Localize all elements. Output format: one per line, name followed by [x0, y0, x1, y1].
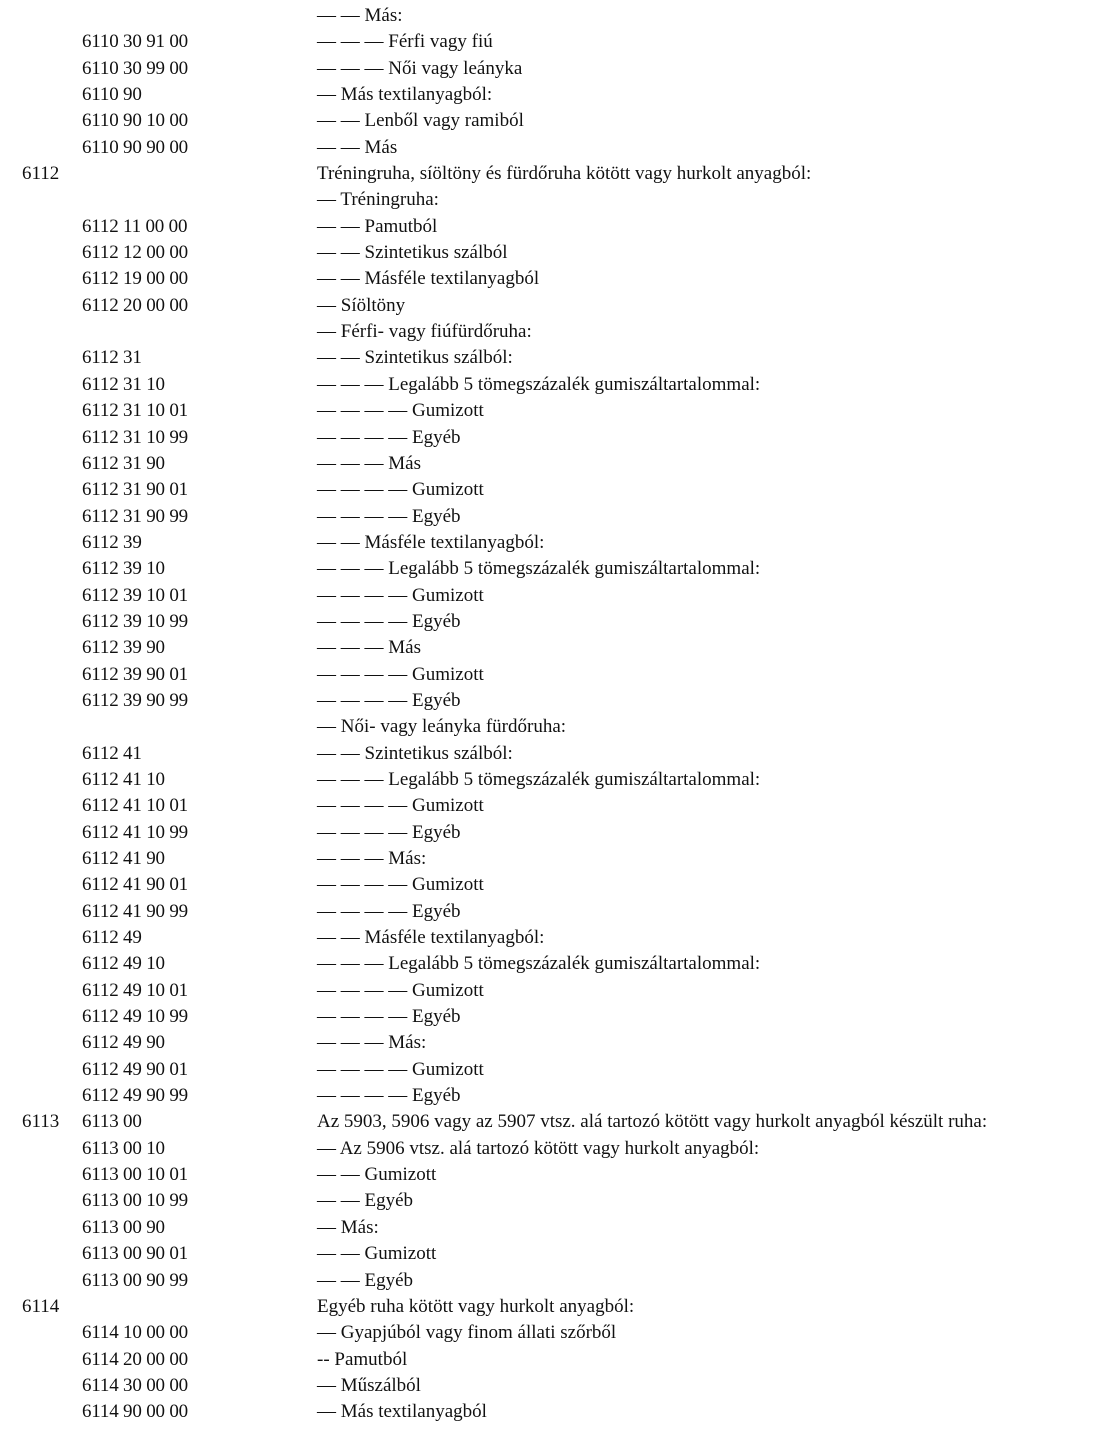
table-row [0, 1188, 1100, 1214]
tariff-code: 6112 31 10 [82, 373, 165, 395]
item-description: — — — — Egyéb [317, 610, 461, 632]
tariff-code: 6112 39 10 01 [82, 584, 188, 606]
item-description: — — — — Gumizott [317, 874, 484, 896]
table-row [0, 477, 1100, 503]
table-row [0, 504, 1100, 530]
tariff-code: 6112 39 10 99 [82, 610, 188, 632]
tariff-code: 6114 90 00 00 [82, 1401, 188, 1423]
item-description: — — Szintetikus szálból: [317, 347, 513, 369]
item-description: Az 5903, 5906 vagy az 5907 vtsz. alá tartozó kötött vagy hurkolt anyagból készült ruha: [317, 1111, 988, 1133]
item-description: Egyéb ruha kötött vagy hurkolt anyagból: [317, 1295, 635, 1317]
table-row [0, 29, 1100, 55]
tariff-code: 6112 49 10 [82, 953, 165, 975]
item-description: — — — Más: [317, 1032, 427, 1054]
table-row [0, 293, 1100, 319]
table-row [0, 609, 1100, 635]
table-row [0, 951, 1100, 977]
table-row [0, 1347, 1100, 1373]
item-description: — — Gumizott [317, 1243, 437, 1265]
table-row [0, 767, 1100, 793]
table-row [0, 1399, 1100, 1425]
table-row [0, 1268, 1100, 1294]
item-description: — — — — Gumizott [317, 979, 484, 1001]
item-description: — Az 5906 vtsz. alá tartozó kötött vagy hurkolt anyagból: [317, 1137, 760, 1159]
item-description: — — Más [317, 136, 398, 158]
table-row [0, 1083, 1100, 1109]
table-row [0, 161, 1100, 187]
tariff-code: 6112 41 10 01 [82, 795, 188, 817]
item-description: — — — — Gumizott [317, 400, 484, 422]
item-description: — — — — Gumizott [317, 795, 484, 817]
item-description: -- Pamutból [317, 1348, 408, 1370]
item-description: — — Egyéb [317, 1190, 414, 1212]
tariff-code: 6112 19 00 00 [82, 268, 188, 290]
heading-number: 6112 [22, 163, 60, 185]
tariff-code: 6112 49 10 01 [82, 979, 188, 1001]
tariff-code: 6112 31 10 01 [82, 400, 188, 422]
table-row [0, 635, 1100, 661]
table-row [0, 820, 1100, 846]
table-row [0, 1004, 1100, 1030]
item-description: — — — — Egyéb [317, 1006, 461, 1028]
table-row [0, 56, 1100, 82]
tariff-code: 6110 90 90 00 [82, 136, 188, 158]
tariff-code: 6113 00 10 [82, 1137, 165, 1159]
table-row [0, 345, 1100, 371]
item-description: — Más: [317, 1216, 379, 1238]
table-row [0, 214, 1100, 240]
table-row [0, 1215, 1100, 1241]
tariff-code: 6114 30 00 00 [82, 1374, 188, 1396]
item-description: — — — Legalább 5 tömegszázalék gumiszáltartalommal: [317, 953, 761, 975]
tariff-code: 6112 12 00 00 [82, 242, 188, 264]
heading-number: 6113 [22, 1111, 60, 1133]
table-row [0, 714, 1100, 740]
tariff-code: 6112 49 [82, 927, 142, 949]
item-description: — — — — Egyéb [317, 900, 461, 922]
table-row [0, 1136, 1100, 1162]
table-row [0, 925, 1100, 951]
item-description: — — — — Egyéb [317, 1085, 461, 1107]
tariff-code: 6112 39 [82, 531, 142, 553]
table-row [0, 1241, 1100, 1267]
item-description: — — — Férfi vagy fiú [317, 31, 493, 53]
item-description: — — Egyéb [317, 1269, 414, 1291]
tariff-code: 6112 41 90 01 [82, 874, 188, 896]
table-row [0, 82, 1100, 108]
item-description: — — — — Egyéb [317, 821, 461, 843]
item-description: — Tréningruha: [317, 189, 439, 211]
item-description: — — — — Gumizott [317, 584, 484, 606]
item-description: — — — — Egyéb [317, 505, 461, 527]
tariff-code: 6112 49 10 99 [82, 1006, 188, 1028]
table-row [0, 872, 1100, 898]
tariff-code: 6112 11 00 00 [82, 215, 188, 237]
item-description: — — — Más [317, 452, 421, 474]
tariff-code-table [0, 3, 1100, 1426]
tariff-code: 6112 31 10 99 [82, 426, 188, 448]
tariff-code: 6114 20 00 00 [82, 1348, 188, 1370]
table-row [0, 266, 1100, 292]
tariff-code: 6110 30 99 00 [82, 57, 188, 79]
table-row [0, 1320, 1100, 1346]
table-row [0, 899, 1100, 925]
item-description: — — — — Gumizott [317, 479, 484, 501]
tariff-code: 6110 90 [82, 84, 142, 106]
table-row [0, 556, 1100, 582]
item-description: — Gyapjúból vagy finom állati szőrből [317, 1322, 617, 1344]
item-description: — — — Legalább 5 tömegszázalék gumiszáltartalommal: [317, 373, 761, 395]
tariff-code: 6112 41 90 [82, 848, 165, 869]
table-row [0, 451, 1100, 477]
table-row [0, 793, 1100, 819]
item-description: — — Másféle textilanyagból [317, 268, 540, 290]
tariff-code: 6110 30 91 00 [82, 31, 188, 53]
table-row [0, 583, 1100, 609]
tariff-code: 6113 00 [82, 1111, 142, 1133]
item-description: — — — Más [317, 637, 421, 659]
tariff-code: 6112 39 10 [82, 558, 165, 580]
item-description: — — — Női vagy leányka [317, 57, 523, 79]
item-description: — Más textilanyagból [317, 1401, 487, 1423]
tariff-code: 6112 20 00 00 [82, 294, 188, 316]
item-description: — Műszálból [317, 1374, 421, 1396]
item-description: — — — — Egyéb [317, 426, 461, 448]
table-row [0, 1162, 1100, 1188]
table-row [0, 1109, 1100, 1135]
table-row [0, 372, 1100, 398]
table-row [0, 425, 1100, 451]
item-description: — — Gumizott [317, 1164, 437, 1186]
tariff-code: 6112 31 90 99 [82, 505, 188, 527]
tariff-code: 6112 41 10 [82, 768, 165, 790]
item-description: — — — — Egyéb [317, 689, 461, 711]
item-description: Tréningruha, síöltöny és fürdőruha kötött vagy hurkolt anyagból: [317, 163, 812, 185]
tariff-code: 6112 49 90 99 [82, 1085, 188, 1107]
item-description: — — — Legalább 5 tömegszázalék gumiszáltartalommal: [317, 768, 761, 790]
item-description: — Más textilanyagból: [317, 84, 493, 106]
item-description: — — Lenből vagy ramiból [317, 110, 524, 132]
tariff-code: 6113 00 10 01 [82, 1164, 188, 1186]
table-row [0, 108, 1100, 134]
tariff-code: 6112 39 90 [82, 637, 165, 659]
item-description: — — Másféle textilanyagból: [317, 531, 545, 553]
tariff-code: 6113 00 90 99 [82, 1269, 188, 1291]
item-description: — — Szintetikus szálból [317, 242, 508, 264]
item-description: — — Másféle textilanyagból: [317, 927, 545, 949]
table-row [0, 1057, 1100, 1083]
tariff-code: 6112 49 90 01 [82, 1058, 188, 1080]
table-row [0, 3, 1100, 29]
tariff-code: 6113 00 90 01 [82, 1243, 188, 1265]
tariff-code: 6112 31 [82, 347, 142, 369]
item-description: — — — Legalább 5 tömegszázalék gumiszáltartalommal: [317, 558, 761, 580]
tariff-code: 6114 10 00 00 [82, 1322, 188, 1344]
table-row [0, 319, 1100, 345]
table-row [0, 240, 1100, 266]
table-row [0, 1030, 1100, 1056]
tariff-code: 6112 39 90 99 [82, 689, 188, 711]
table-row [0, 530, 1100, 556]
table-row [0, 398, 1100, 424]
table-row [0, 846, 1100, 872]
tariff-code: 6113 00 90 [82, 1216, 165, 1238]
table-row [0, 135, 1100, 161]
table-row [0, 741, 1100, 767]
tariff-code: 6112 41 10 99 [82, 821, 188, 843]
tariff-code: 6112 49 90 [82, 1032, 165, 1054]
table-row [0, 187, 1100, 213]
tariff-code: 6112 31 90 01 [82, 479, 188, 501]
tariff-code: 6113 00 10 99 [82, 1190, 188, 1212]
tariff-code: 6112 31 90 [82, 452, 165, 474]
table-row [0, 1294, 1100, 1320]
item-description: — — — — Gumizott [317, 663, 484, 685]
item-description: — — — Más: [317, 848, 427, 869]
item-description: — — — — Gumizott [317, 1058, 484, 1080]
item-description: — — Más: [317, 5, 403, 26]
item-description: — Női- vagy leányka fürdőruha: [317, 716, 567, 738]
item-description: — Síöltöny [317, 294, 406, 316]
table-row [0, 688, 1100, 714]
heading-number: 6114 [22, 1295, 60, 1317]
item-description: — Férfi- vagy fiúfürdőruha: [317, 321, 532, 343]
tariff-code: 6112 41 [82, 742, 142, 764]
table-row [0, 662, 1100, 688]
table-row [0, 1373, 1100, 1399]
item-description: — — Pamutból [317, 215, 438, 237]
tariff-code: 6110 90 10 00 [82, 110, 188, 132]
table-row [0, 978, 1100, 1004]
item-description: — — Szintetikus szálból: [317, 742, 513, 764]
tariff-code: 6112 41 90 99 [82, 900, 188, 922]
tariff-code: 6112 39 90 01 [82, 663, 188, 685]
